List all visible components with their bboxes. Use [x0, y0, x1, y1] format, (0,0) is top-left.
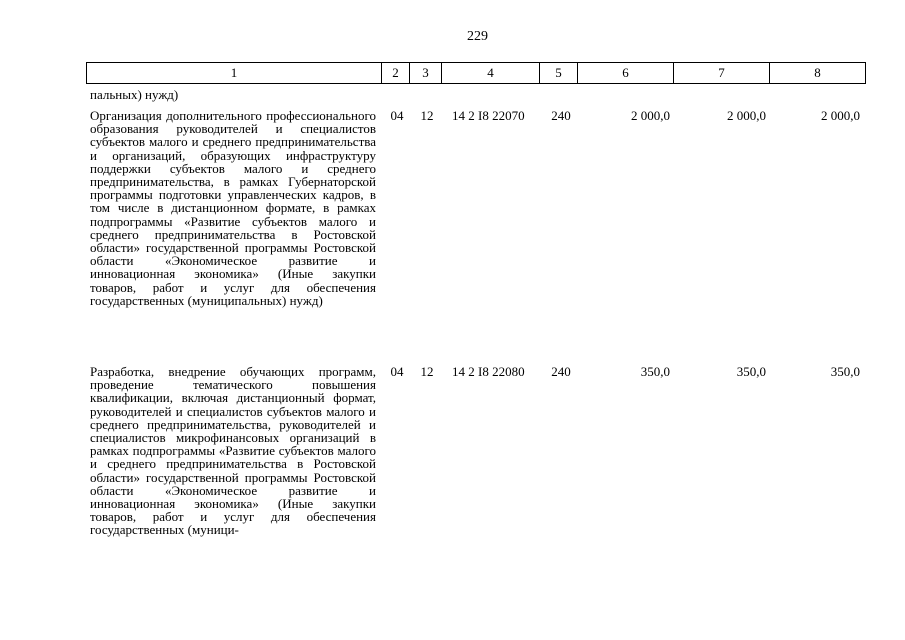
row-2-expense-type: 240	[551, 364, 571, 379]
row-2-target-article: 14 2 I8 22080	[452, 364, 525, 379]
column-header-table	[86, 62, 866, 84]
header-col-2: 2	[382, 63, 410, 84]
row-1-expense-type: 240	[551, 108, 571, 123]
header-row	[87, 63, 866, 84]
row-2-description: Разработка, внедрение обучающих программ, проведение тематического повышения квалификации, включая дистанционный формат, руководителей и специалистов субъектов малого и среднего предпринимательства, руководителей и специалистов микрофинансовых организаций в рамках подпрограммы «Развитие субъектов малого и среднего предпринимательства в Ростовской области» государственной программы Ростовской области «Экономическое развитие и инновационная экономика» (Иные закупки товаров, работ и услуг для обеспечения государственных (муници-	[90, 364, 376, 538]
header-col-6: 6	[578, 63, 674, 84]
row-1-description: Организация дополнительного профессионального образования руководителей и специалистов субъектов малого и среднего предпринимательства и организаций, образующих инфраструктуру поддержки субъектов малого и среднего предпринимательства, в рамках Губернаторской программы подготовки управленческих кадров, в том числе в дистанционном формате, в рамках подпрограммы «Развитие субъектов малого и среднего предпринимательства в Ростовской области» государственной программы Ростовской области «Экономическое развитие и инновационная экономика» (Иные закупки товаров, работ и услуг для обеспечения государственных (муниципальных) нужд)	[90, 108, 376, 308]
row-1-subsection: 12	[420, 108, 434, 123]
row-2-subsection: 12	[420, 364, 434, 379]
row-1-amount-col6: 2 000,0	[631, 108, 670, 123]
row-1-section: 04	[390, 108, 404, 123]
row-1-amount-col8: 2 000,0	[821, 108, 860, 123]
header-col-3: 3	[410, 63, 442, 84]
page-number: 229	[467, 29, 488, 44]
continuation-text: пальных) нужд)	[90, 87, 179, 102]
header-col-4: 4	[442, 63, 540, 84]
row-2-amount-col6: 350,0	[640, 364, 670, 379]
row-2-section: 04	[390, 364, 404, 379]
header-col-5: 5	[540, 63, 578, 84]
row-1-target-article: 14 2 I8 22070	[452, 108, 525, 123]
row-2-amount-col8: 350,0	[830, 364, 860, 379]
header-col-1: 1	[87, 63, 382, 84]
row-1-amount-col7: 2 000,0	[727, 108, 766, 123]
header-col-7: 7	[674, 63, 770, 84]
header-col-8: 8	[770, 63, 866, 84]
row-2-amount-col7: 350,0	[736, 364, 766, 379]
